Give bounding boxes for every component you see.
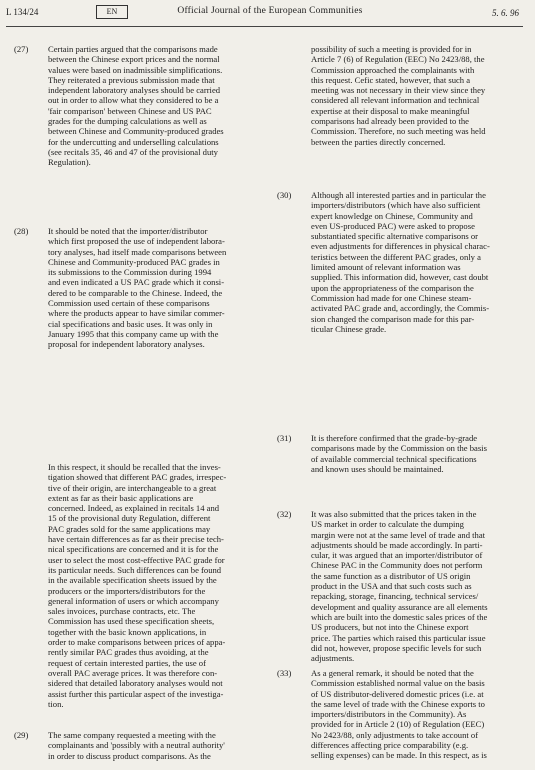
header-rule [6,26,523,27]
page-reference: L 134/24 [6,7,39,17]
recital-text: possibility of such a meeting is provided for in Article 7 (6) of Regulation (EEC) No 2423/88, the Commission approached the complainants with this request. Cefic stated, however, that such a meeting was not necessary in their view since they considered all relevant information and technical expertise at their disposal to make meaningful comparisons had already been provided to the Commission. Therefore, no such meeting was held between the parties directly concerned. [311,44,486,147]
recital-number: (32) [277,509,292,519]
recital-28 [14,226,270,350]
recital-27 [14,44,270,168]
recital-text: The same company requested a meeting with the complainants and 'possibly with a neutral authority' in order to discuss product comparisons. As the [48,730,225,761]
page-header [0,0,535,30]
recital-text: Certain parties argued that the comparisons made between the Chinese export prices and the normal values were based on inadmissible simplifications. They reiterated a previous submission made that independent laboratory analyses should be carried out in order to allow what they considered to be a 'fair comparison' between Chinese and US PAC grades for the dumping calculations as well as between Chinese and Community-produced grades for the undercutting and underselling calculations (see recitals 35, 46 and 47 of the provisional duty Regulation). [48,44,224,168]
publication-date: 5. 6. 96 [492,8,519,18]
recital-text: As a general remark, it should be noted that the Commission established normal value on the basis of US distributor-delivered domestic prices (i.e. at the same level of trade with the Chinese exports to importers/distributors in the Community). As provided for in Article 2 (10) of Regulation (EEC) No 2423/88, only adjustments to take account of differences affecting price comparability (e.g. selling expenses) can be made. In this respect, as is [311,668,487,761]
recital-text: It is therefore confirmed that the grade-by-grade comparisons made by the Commission on the basis of available commercial technical specifications and known uses should be maintained. [311,433,487,474]
recital-29 [14,730,270,761]
language-box: EN [96,5,128,19]
recital-31 [277,433,526,474]
recital-number: (33) [277,668,292,678]
recital-text: In this respect, it should be recalled that the inves- tigation showed that different PAC grades, irrespec- tive of their origin, are interchangeable to a great extent as far as their basic applications are concerned. Indeed, as explained in recitals 14 and 15 of the provisional duty Regulation, different PAC grades sold for the same applications may have certain differences as far as their precise tech- nical specifications are concerned and it is for the user to select the most cost-effective PAC grade for its particular needs. Such differences can be found in the available specification sheets issued by the producers or the importers/distributors for the general information of users or which accompany sales invoices, purchase contracts, etc. The Commission has used these specification sheets, together with the basic known applications, in order to make comparisons between prices of appa- rently similar PAC grades thus avoiding, at the request of certain interested parties, the use of overall PAC average prices. It was therefore con- sidered that detailed laboratory analyses would not assist further this particular aspect of the investiga- tion. [48,462,227,709]
journal-title: Official Journal of the European Communities [177,6,363,16]
recital-text: It should be noted that the importer/distributor which first proposed the use of independent labora- tory analyses, had itself made comparisons between Chinese and Community-produced PAC grades in its submissions to the Commission during 1994 and even indicated a US PAC grade which it consi- dered to be comparable to the Chinese. Indeed, the Commission used certain of these comparisons where the products appear to have similar commer- cial specifications and basic uses. It was only in January 1995 that this company came up with the proposal for independent laboratory analyses. [48,226,227,350]
recital-33 [277,668,526,761]
recital-28-continued [48,462,270,709]
recital-text: It was also submitted that the prices taken in the US market in order to calculate the dumping margin were not at the same level of trade and that adjustments should be made accordingly. In parti- cular, it was argued that an importer/distributor of Chinese PAC in the Community does not perform the same function as a distributor of US origin product in the USA and that such costs such as repacking, storage, financing, technical services/ development and quality assurance are all elements which are built into the domestic sales prices of the US producers, but not into the Chinese export price. The parties which raised this particular issue did not, however, propose specific levels for such adjustments. [311,509,488,664]
recital-32 [277,509,526,664]
recital-number: (29) [14,730,29,740]
recital-number: (27) [14,44,29,54]
recital-text: Although all interested parties and in particular the importers/distributors (which have also sufficient expert knowledge on Chinese, Community and even US-produced PAC) were asked to propose substantiated specific alternative comparisons or even adjustments for differences in physical charac- teristics between the different PAC grades, only a limited amount of relevant information was supplied. This information did, however, cast doubt upon the appropriateness of the comparison the Commission had made for one Chinese steam- activated PAC grade and, accordingly, the Commis- sion changed the comparison made for this par- ticular Chinese grade. [311,190,490,334]
recital-number: (30) [277,190,292,200]
recital-30 [277,190,526,334]
recital-number: (28) [14,226,29,236]
recital-number: (31) [277,433,292,443]
recital-29-continued [311,44,526,147]
